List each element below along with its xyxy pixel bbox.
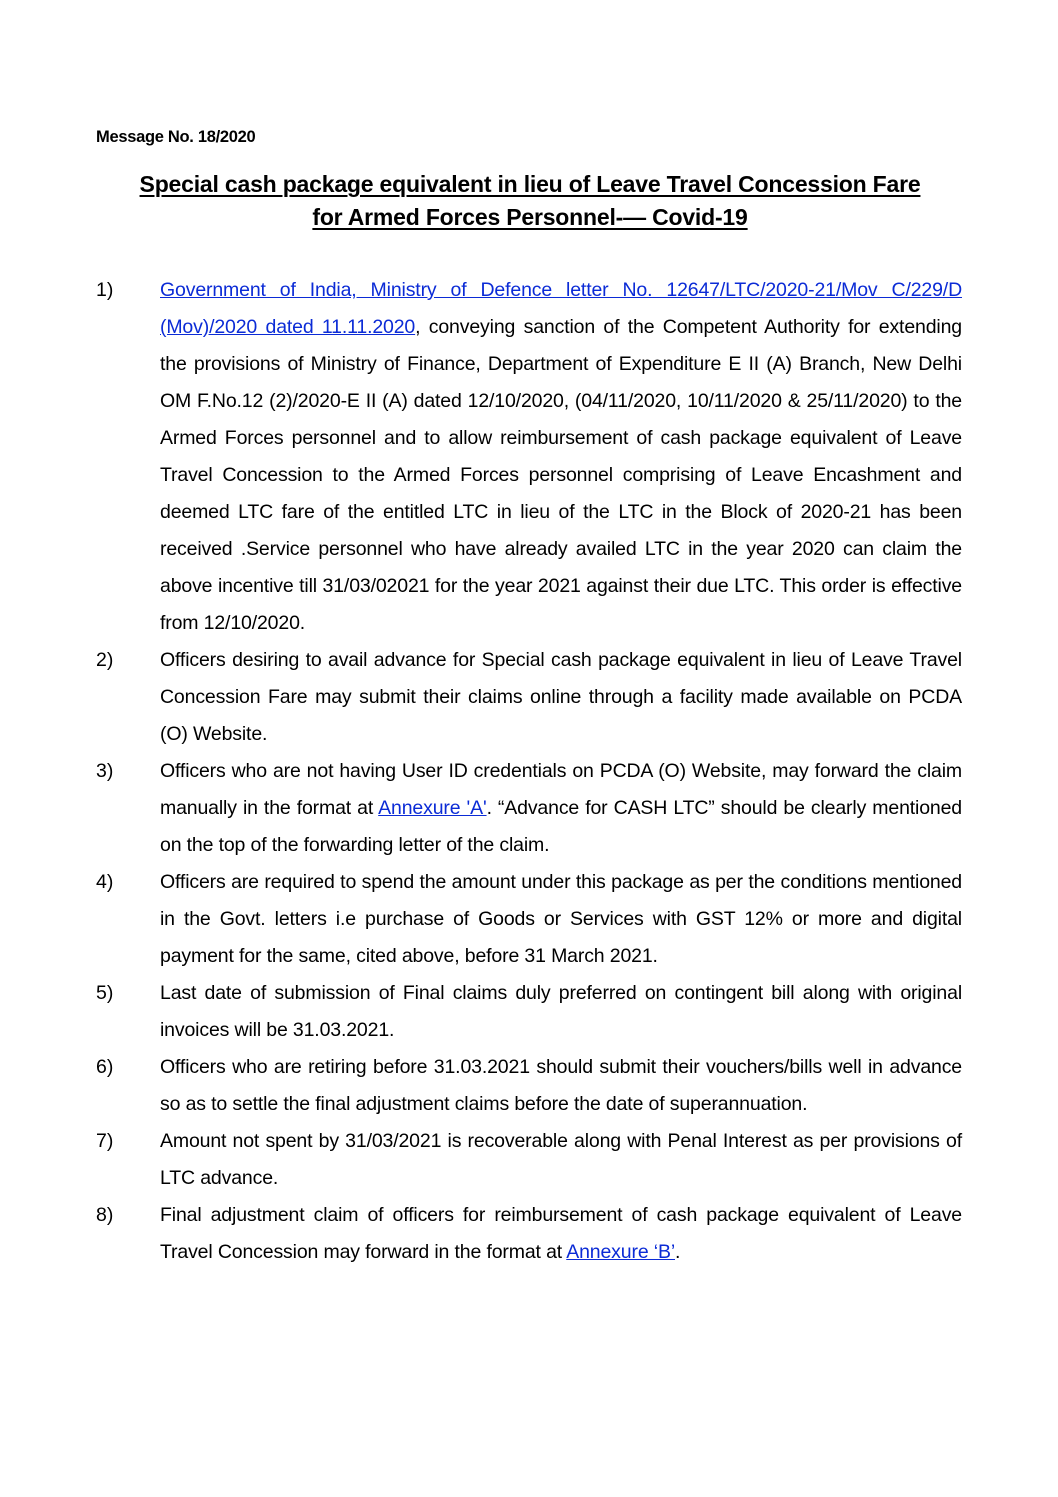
item-number: 5) (96, 982, 114, 1004)
message-number: Message No. 18/2020 (96, 128, 256, 146)
list-item-7 (96, 1123, 962, 1197)
list-item-8 (96, 1197, 962, 1271)
item-number: 2) (96, 649, 114, 671)
item-text (160, 753, 962, 864)
item-text (160, 272, 962, 642)
item-number: 3) (96, 760, 114, 782)
item-text-before: Final adjustment claim of officers for reimbursement of cash package equivalent of Leave Travel Concession may forward in the format at (160, 1204, 962, 1263)
item-number: 6) (96, 1056, 114, 1078)
item-text-body: , conveying sanction of the Competent Authority for extending the provisions of Ministry of Finance, Department of Expenditure E II (A) Branch, New Delhi OM F.No.12 (2)/2020-E II (A) dated 12/10/2020, (04/11/2020, 10/11/2020 & 25/11/2020) to the Armed Forces personnel and to allow reimbursement of cash package equivalent of Leave Travel Concession to the Armed Forces personnel comprising of Leave Encashment and deemed LTC fare of the entitled LTC in lieu of the LTC in the Block of 2020-21 has been received .Service personnel who have already availed LTC in the year 2020 can claim the above incentive till 31/03/02021 for the year 2021 against their due LTC. This order is effective from 12/10/2020. (160, 316, 962, 634)
list-item-4 (96, 864, 962, 975)
item-text-before: Officers who are not having User ID credentials on PCDA (O) Website, may forward the claim manually in the format at (160, 760, 962, 819)
title-line-1: Special cash package equivalent in lieu of Leave Travel Concession Fare (139, 171, 921, 197)
list-item-1 (96, 272, 962, 642)
annexure-a-link[interactable]: Annexure 'A' (378, 797, 487, 819)
item-number: 8) (96, 1204, 114, 1226)
item-number: 1) (96, 279, 114, 301)
item-text-after: . “Advance for CASH LTC” should be clearly mentioned on the top of the forwarding letter of the claim. (160, 797, 962, 856)
annexure-b-link[interactable]: Annexure ‘B’ (566, 1241, 675, 1263)
list-item-3 (96, 753, 962, 864)
item-number: 4) (96, 871, 114, 893)
item-text: Last date of submission of Final claims duly preferred on contingent bill along with original invoices will be 31.03.2021. (160, 982, 962, 1041)
item-text (160, 1197, 962, 1271)
numbered-list (96, 272, 962, 1271)
item-text-after: . (675, 1241, 681, 1263)
document-title (90, 168, 970, 234)
title-line-2: for Armed Forces Personnel-— Covid-19 (312, 204, 748, 230)
mod-letter-link[interactable]: Government of India, Ministry of Defence letter No. 12647/LTC/2020-21/Mov C/229/D (Mov)/2020 dated 11.11.2020 (160, 279, 962, 338)
item-text: Officers are required to spend the amount under this package as per the conditions mentioned in the Govt. letters i.e purchase of Goods or Services with GST 12% or more and digital payment for the same, cited above, before 31 March 2021. (160, 871, 962, 967)
item-number: 7) (96, 1130, 114, 1152)
item-text: Officers who are retiring before 31.03.2021 should submit their vouchers/bills well in advance so as to settle the final adjustment claims before the date of superannuation. (160, 1056, 962, 1115)
item-text: Officers desiring to avail advance for Special cash package equivalent in lieu of Leave Travel Concession Fare may submit their claims online through a facility made available on PCDA (O) Website. (160, 649, 962, 745)
item-text: Amount not spent by 31/03/2021 is recoverable along with Penal Interest as per provisions of LTC advance. (160, 1130, 962, 1189)
list-item-5 (96, 975, 962, 1049)
list-item-2 (96, 642, 962, 753)
list-item-6 (96, 1049, 962, 1123)
